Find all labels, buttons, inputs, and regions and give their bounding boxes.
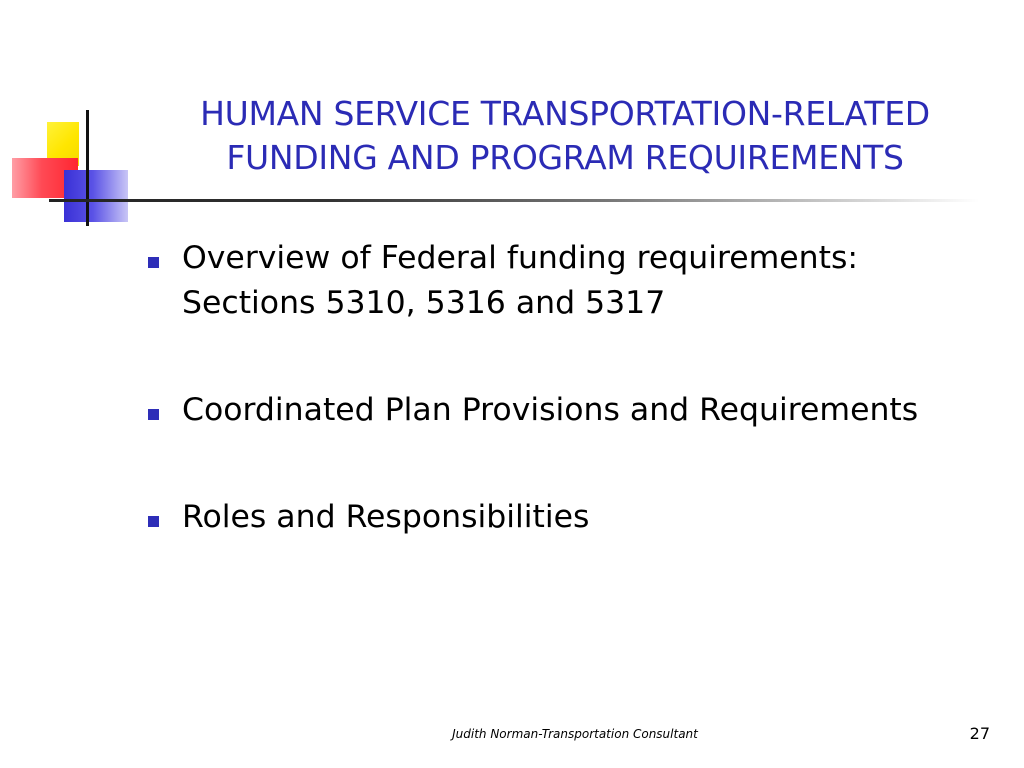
bullet-item	[145, 236, 985, 326]
logo-vertical-line	[86, 110, 89, 226]
bullet-text: Coordinated Plan Provisions and Requirements	[182, 392, 919, 428]
bullet-square-icon	[148, 516, 159, 527]
bullet-square-icon	[148, 409, 159, 420]
bullet-item	[145, 495, 985, 540]
title-divider-line	[49, 199, 979, 202]
bullet-text: Overview of Federal funding requirements: Sections 5310, 5316 and 5317	[182, 240, 858, 321]
bullet-item	[145, 388, 985, 433]
bullet-text: Roles and Responsibilities	[182, 499, 590, 535]
logo-blue-square	[64, 170, 128, 222]
footer-text: Judith Norman-Transportation Consultant	[452, 727, 698, 741]
slide-title-line-2: FUNDING AND PROGRAM REQUIREMENTS	[226, 138, 904, 177]
slide-title	[120, 92, 1010, 180]
page-number: 27	[969, 724, 990, 743]
bullet-square-icon	[148, 257, 159, 268]
bullet-list	[145, 236, 985, 540]
slide-title-line-1: HUMAN SERVICE TRANSPORTATION-RELATED	[200, 94, 930, 133]
